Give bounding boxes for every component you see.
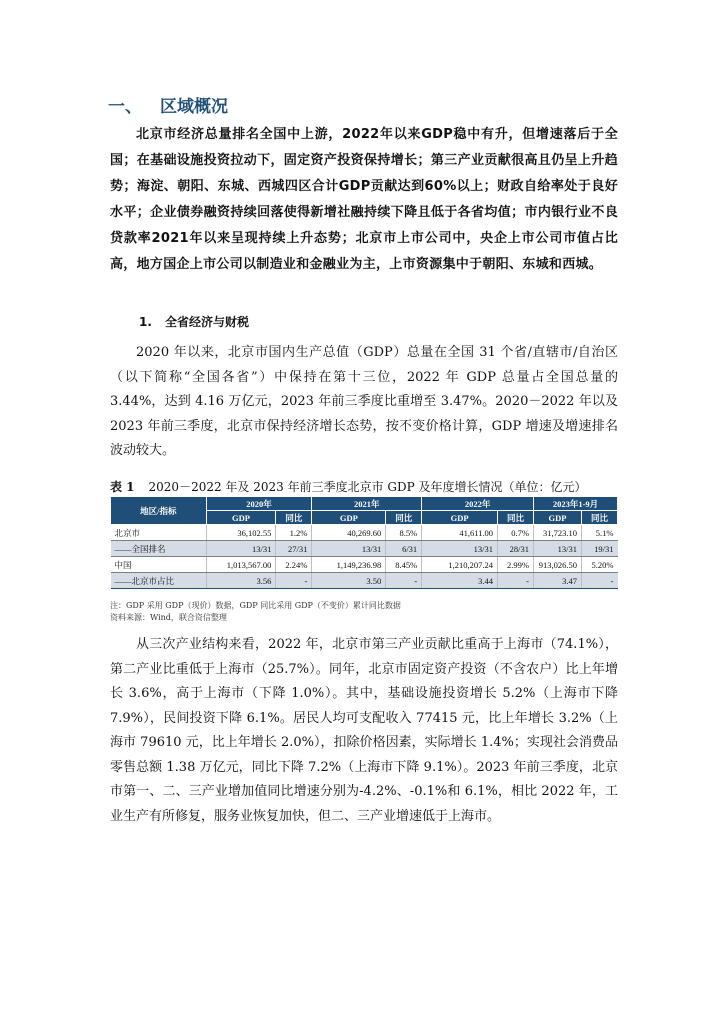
gdp-header: GDP [533, 511, 581, 525]
table-caption: 表 1 [110, 480, 135, 494]
table-cell: 1,149,236.98 [312, 557, 386, 573]
subsection-heading [139, 313, 249, 330]
table-cell: 1,013,567.00 [206, 557, 276, 573]
table-row [111, 541, 618, 557]
table-cell: 6/31 [386, 541, 422, 557]
section-number: 一、 [108, 97, 142, 117]
section-heading [108, 92, 228, 117]
table-cell: 913,026.50 [533, 557, 581, 573]
table-cell: 31,723.10 [533, 525, 581, 541]
row-label: ——全国排名 [111, 541, 207, 557]
gdp-header: GDP [422, 511, 498, 525]
table-cell: 19/31 [581, 541, 617, 557]
table-cell: 13/31 [206, 541, 276, 557]
table-cell: 2.24% [276, 557, 312, 573]
gdp-header: GDP [312, 511, 386, 525]
table-cell: 13/31 [312, 541, 386, 557]
row-label: 北京市 [111, 525, 207, 541]
table-cell: 3.44 [422, 573, 498, 589]
table-cell: 0.7% [498, 525, 534, 541]
subsection-title: 全省经济与财税 [165, 315, 250, 329]
yoy-header: 同比 [276, 511, 312, 525]
table-cell: 2.99% [498, 557, 534, 573]
table-header-row-years [111, 497, 618, 511]
year-header: 2023年1-9月 [533, 497, 617, 511]
gdp-header: GDP [206, 511, 276, 525]
table-cell: 5.20% [581, 557, 617, 573]
table-note: 注：GDP 采用 GDP（现价）数据，GDP 同比采用 GDP（不变价）累计同比数据 [110, 601, 401, 610]
table-row [111, 525, 618, 541]
summary-paragraph: 北京市经济总量排名全国中上游，2022年以来GDP稳中有升，但增速落后于全国；在基础设施投资拉动下，固定资产投资保持增长；第三产业贡献很高且仍呈上升趋势；海淀、朝阳、东城、西城四区合计GDP贡献达到60%以上；财政自给率处于良好水平；企业债券融资持续回落使得新增社融持续下降且低于各省均值；市内银行业不良贷款率2021年以来呈现持续上升态势；北京市上市公司中，央企上市公司市值占比高，地方国企上市公司以制造业和金融业为主，上市资源集中于朝阳、东城和西城。 [110, 127, 618, 272]
table-cell: - [581, 573, 617, 589]
yoy-header: 同比 [581, 511, 617, 525]
corner-header: 地区/指标 [111, 497, 207, 525]
table-cell: 28/31 [498, 541, 534, 557]
yoy-header: 同比 [386, 511, 422, 525]
table-cell: 40,269.60 [312, 525, 386, 541]
year-header: 2020年 [206, 497, 312, 511]
table-title [110, 478, 620, 495]
paragraph-gdp-overview: 2020 年以来，北京市国内生产总值（GDP）总量在全国 31 个省/直辖市/自治区（以下简称“全国各省”）中保持在第十三位，2022 年 GDP 总量占全国总量的 3.44%，达到 4.16 万亿元，2023 年前三季度比重增至 3.47%。2020－2022 年以及 2023 年前三季度，北京市保持经济增长态势，按不变价格计算，GDP 增速及增速排名波动较大。 [110, 345, 618, 458]
table-row [111, 557, 618, 573]
table-cell: 1,210,207.24 [422, 557, 498, 573]
subsection-number: 1. [139, 315, 152, 329]
table-row [111, 573, 618, 589]
table-cell: 5.1% [581, 525, 617, 541]
table-cell: 1.2% [276, 525, 312, 541]
table-cell: 13/31 [533, 541, 581, 557]
gdp-table [110, 496, 618, 589]
table-source: 资料来源：Wind，联合资信整理 [110, 613, 227, 622]
table-cell: 3.56 [206, 573, 276, 589]
table-cell: 8.5% [386, 525, 422, 541]
row-label: 中国 [111, 557, 207, 573]
table-cell: - [386, 573, 422, 589]
table-cell: 36,102.55 [206, 525, 276, 541]
table-cell: - [498, 573, 534, 589]
table-cell: - [276, 573, 312, 589]
paragraph-industry-structure: 从三次产业结构来看，2022 年，北京市第三产业贡献比重高于上海市（74.1%），第二产业比重低于上海市（25.7%）。同年，北京市固定资产投资（不含农户）比上年增长 3.6%，高于上海市（下降 1.0%）。其中，基础设施投资增长 5.2%（上海市下降 7.9%），民间投资下降 6.1%。居民人均可支配收入 77415 元，比上年增长 3.2%（上海市 79610 元，比上年增长 2.0%），扣除价格因素，实际增长 1.4%；实现社会消费品零售总额 1.38 万亿元，同比下降 7.2%（上海市下降 9.1%）。2023 年前三季度，北京市第一、二、三产业增加值同比增速分别为-4.2%、-0.1%和 6.1%，相比 2022 年，工业生产有所修复，服务业恢复加快，但二、三产业增速低于上海市。 [110, 637, 618, 824]
yoy-header: 同比 [498, 511, 534, 525]
row-label: ——北京市占比 [111, 573, 207, 589]
table-title-text: 2020－2022 年及 2023 年前三季度北京市 GDP 及年度增长情况（单位：亿元） [148, 480, 587, 494]
section-title: 区域概况 [160, 97, 228, 117]
table-cell: 41,611.00 [422, 525, 498, 541]
table-cell: 3.50 [312, 573, 386, 589]
year-header: 2022年 [422, 497, 534, 511]
table-cell: 13/31 [422, 541, 498, 557]
table-cell: 3.47 [533, 573, 581, 589]
year-header: 2021年 [312, 497, 422, 511]
table-cell: 27/31 [276, 541, 312, 557]
table-cell: 8.45% [386, 557, 422, 573]
